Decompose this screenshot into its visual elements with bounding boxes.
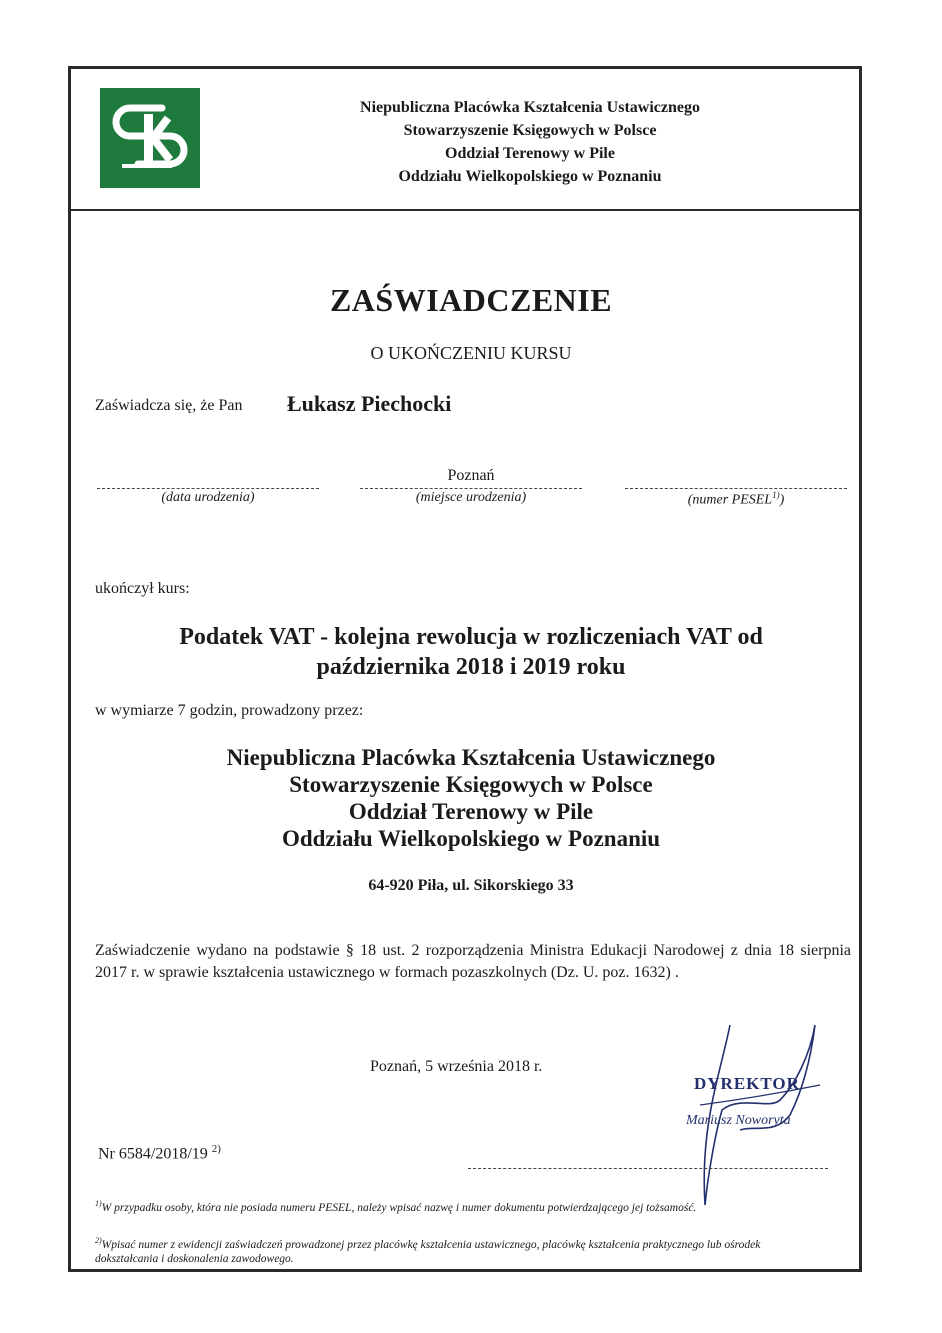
certificate-number: [98, 1143, 221, 1163]
header-org-line: Stowarzyszenie Księgowych w Polsce: [403, 122, 657, 139]
birth-date-field: [97, 466, 319, 506]
pesel-footnote-mark: 1): [772, 490, 780, 500]
course-title-line: października 2018 i 2019 roku: [316, 654, 626, 680]
organizer-line: Stowarzyszenie Księgowych w Polsce: [289, 772, 653, 797]
director-name: Mariusz Noworyta: [686, 1113, 791, 1128]
course-label: ukończył kurs:: [95, 580, 190, 597]
footnote-1-text: W przypadku osoby, która nie posiada numeru PESEL, należy wpisać nazwę i numer dokumentu potwierdzającego jej tożsamość.: [101, 1201, 697, 1214]
birth-place-value: Poznań: [447, 467, 495, 484]
footnote-2-mark: 2): [95, 1236, 102, 1245]
pesel-line: [625, 488, 847, 489]
organizer-address: 64-920 Piła, ul. Sikorskiego 33: [368, 877, 574, 894]
header-divider: [68, 209, 862, 211]
header-org-line: Niepubliczna Placówka Kształcenia Ustawicznego: [360, 99, 700, 116]
certificate-number-footnote-mark: 2): [211, 1143, 221, 1155]
header-organization: [300, 96, 760, 188]
signature-line: [468, 1168, 828, 1169]
birth-place-field: [360, 466, 582, 506]
organizer-line: Oddział Terenowy w Pile: [348, 799, 594, 824]
course-title-line: Podatek VAT - kolejna rewolucja w rozliczeniach VAT od: [179, 624, 763, 650]
birth-date-line: [97, 488, 319, 489]
birth-date-caption: (data urodzenia): [161, 490, 255, 505]
pesel-value: [625, 466, 847, 486]
footnote-2-text: Wpisać numer z ewidencji zaświadczeń prowadzonej przez placówkę kształcenia ustawicznego, placówkę kształcenia praktycznego lub ośrodek dokształcania i doskonalenia zawodowego.: [95, 1238, 761, 1265]
participant-name: Łukasz Piechocki: [287, 391, 452, 416]
footnote-1-mark: 1): [95, 1199, 102, 1208]
document-title: ZAŚWIADCZENIE: [329, 282, 613, 318]
organizer-line: Oddziału Wielkopolskiego w Poznaniu: [281, 826, 661, 851]
issue-place-date: Poznań, 5 września 2018 r.: [370, 1058, 543, 1075]
pesel-caption-text: (numer PESEL: [687, 492, 773, 508]
pesel-caption: [625, 490, 847, 509]
course-scope: w wymiarze 7 godzin, prowadzony przez:: [95, 702, 364, 719]
organizer-name: [120, 744, 822, 852]
footnote-1: [95, 1197, 795, 1215]
birth-place-caption: (miejsce urodzenia): [415, 490, 527, 505]
birth-place-line: [360, 488, 582, 489]
header-org-line: Oddziału Wielkopolskiego w Poznaniu: [398, 168, 662, 185]
document-subtitle: O UKOŃCZENIU KURSU: [370, 343, 572, 363]
certify-label: Zaświadcza się, że Pan: [95, 397, 243, 414]
pesel-caption-end: ): [779, 492, 785, 508]
director-stamp: DYREKTOR: [694, 1074, 800, 1093]
course-title: [120, 622, 822, 682]
sk-logo-icon: [100, 88, 200, 188]
organizer-line: Niepubliczna Placówka Kształcenia Ustawicznego: [226, 745, 716, 770]
header-org-line: Oddział Terenowy w Pile: [445, 145, 615, 162]
footnote-2: [95, 1234, 795, 1266]
legal-basis: Zaświadczenie wydano na podstawie § 18 ust. 2 rozporządzenia Ministra Edukacji Narodowej z dnia 18 sierpnia 2017 r. w sprawie kształcenia ustawicznego w formach pozaszkolnych (Dz. U. poz. 1632) .: [95, 942, 851, 981]
birth-date-value: [97, 466, 319, 486]
pesel-field: [625, 466, 847, 509]
certificate-number-text: Nr 6584/2018/19: [98, 1145, 208, 1163]
